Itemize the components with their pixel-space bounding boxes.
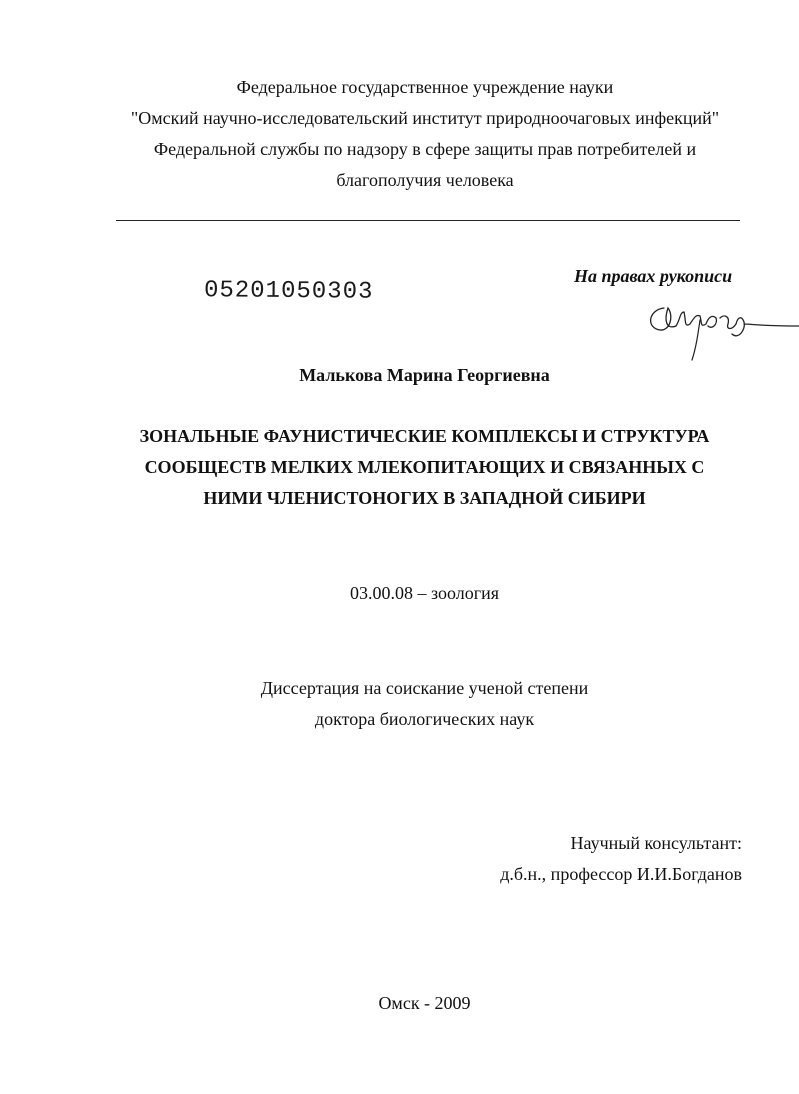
institution-header	[40, 72, 799, 196]
specialty-code: 03.00.08 – зоология	[349, 583, 500, 603]
degree-line-2: доктора биологических наук	[314, 709, 535, 729]
scientific-consultant	[480, 828, 742, 890]
title-line-2: СООБЩЕСТВ МЕЛКИХ МЛЕКОПИТАЮЩИХ И СВЯЗАННЫХ С	[144, 457, 705, 477]
manuscript-rights: На правах рукописи	[574, 266, 733, 286]
header-line-4: благополучия человека	[336, 170, 514, 190]
city-year: Омск - 2009	[378, 993, 471, 1013]
header-line-2: "Омский научно-исследовательский институт природноочаговых инфекций"	[130, 108, 720, 128]
title-line-1: ЗОНАЛЬНЫЕ ФАУНИСТИЧЕСКИЕ КОМПЛЕКСЫ И СТРУКТУРА	[139, 426, 710, 446]
degree-line-1: Диссертация на соискание ученой степени	[260, 678, 589, 698]
header-line-3: Федеральной службы по надзору в сфере защиты прав потребителей и	[153, 139, 697, 159]
title-line-3: НИМИ ЧЛЕНИСТОНОГИХ В ЗАПАДНОЙ СИБИРИ	[203, 488, 646, 508]
dissertation-title	[25, 421, 799, 514]
dissertation-degree	[25, 673, 799, 735]
header-divider	[116, 220, 740, 221]
author-name: Малькова Марина Георгиевна	[299, 365, 550, 385]
handwritten-signature	[642, 294, 799, 362]
consultant-label: Научный консультант:	[570, 833, 742, 853]
stamp-code: 05201050303	[203, 277, 374, 306]
header-line-1: Федеральное государственное учреждение науки	[236, 77, 614, 97]
consultant-name: д.б.н., профессор И.И.Богданов	[500, 864, 742, 884]
